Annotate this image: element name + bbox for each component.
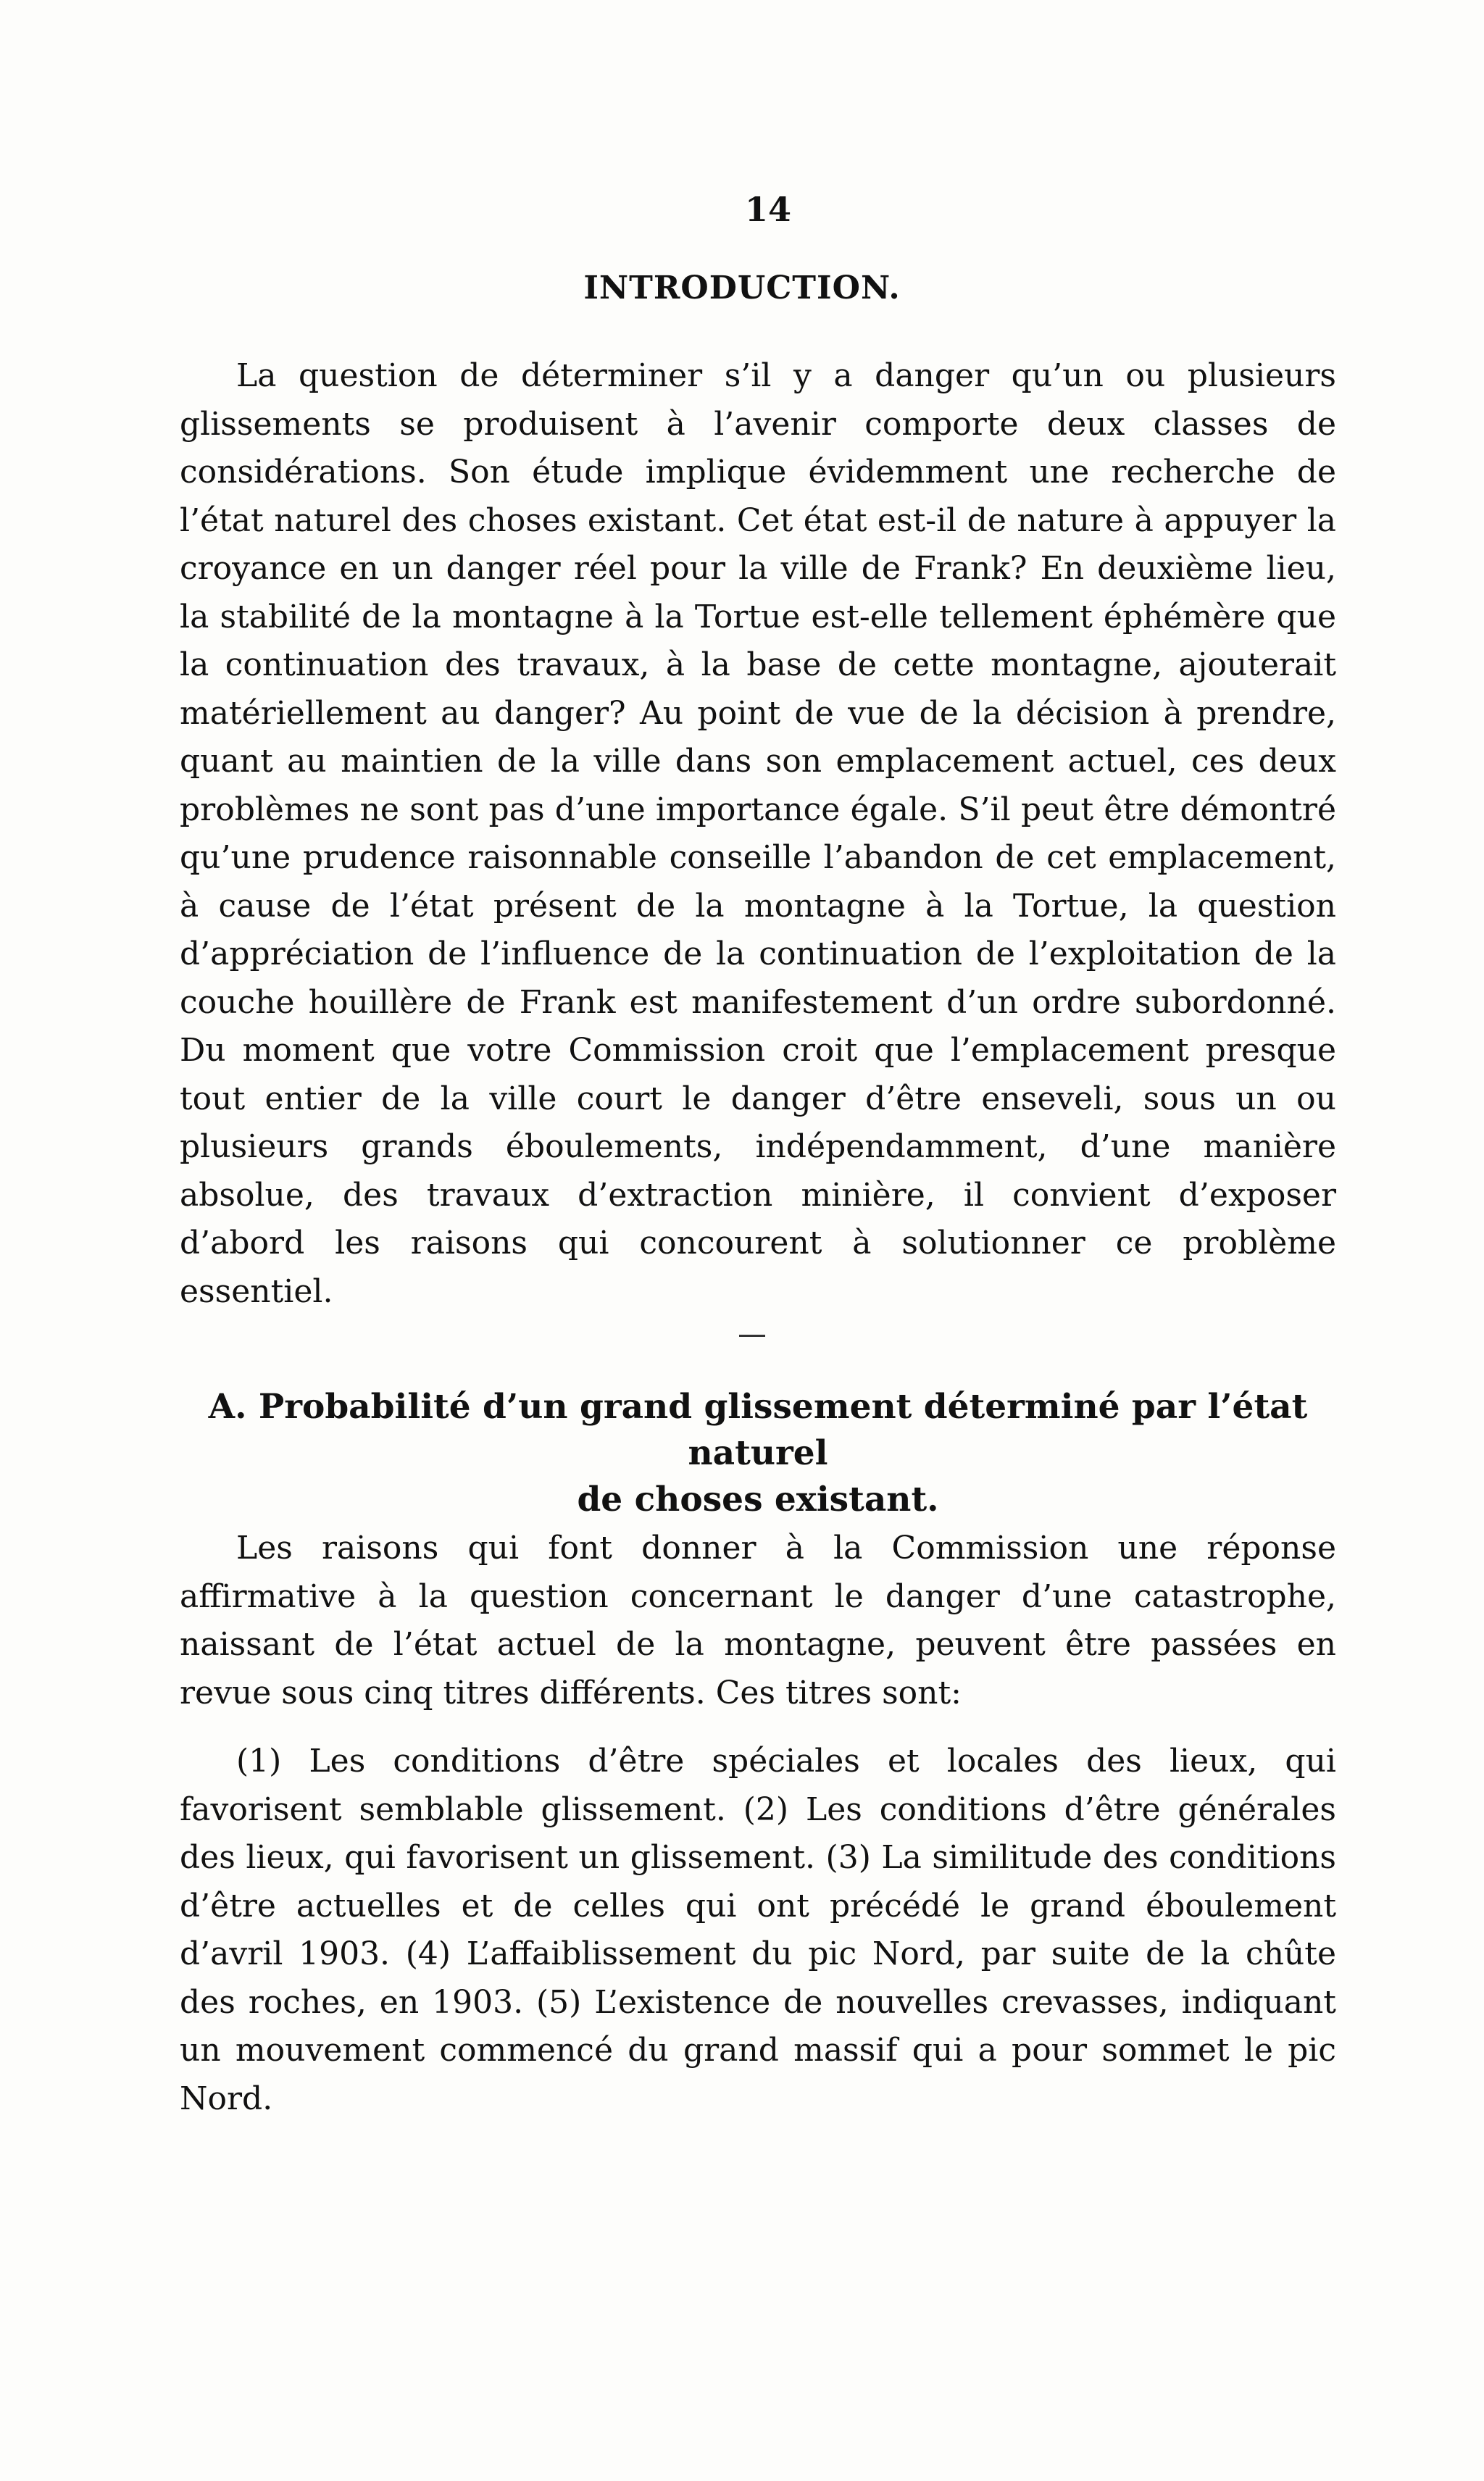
page-number: 14 — [744, 190, 791, 229]
subsection-heading-line-2: de choses existant. — [577, 1480, 939, 1519]
separator-rule — [739, 1335, 765, 1337]
subsection-heading-line-1: A. Probabilité d’un grand glissement déterminé par l’état naturel — [208, 1387, 1308, 1473]
paragraph-titles-list: (1) Les conditions d’être spéciales et locales des lieux, qui favorisent semblable glissement. (2) Les conditions d’être générales des lieux, qui favorisent un glissement. (3) La similitude des conditions d’être actuelles et de celles qui ont précédé le grand éboulement d’avril 1903. (4) L’affaiblissement du pic Nord, par suite de la chûte des roches, en 1903. (5) L’existence de nouvelles crevasses, indiquant un mouvement commencé du grand massif qui a pour sommet le pic Nord. — [180, 1743, 1336, 2117]
section-title: INTRODUCTION. — [583, 270, 901, 307]
subsection-heading — [180, 1384, 1336, 1523]
paragraph-intro: La question de déterminer s’il y a danger qu’un ou plusieurs glissements se produisent à l’avenir comporte deux classes de considérations. Son étude implique évidemment une recherche de l’état naturel des choses existant. Cet état est-il de nature à appuyer la croyance en un danger réel pour la ville de Frank? En deuxième lieu, la stabilité de la montagne à la Tortue est-elle tellement éphémère que la continuation des travaux, à la base de cette montagne, ajouterait matériellement au danger? Au point de vue de la décision à prendre, quant au maintien de la ville dans son emplacement actuel, ces deux problèmes ne sont pas d’une importance égale. S’il peut être démontré qu’une prudence raisonnable conseille l’abandon de cet emplacement, à cause de l’état présent de la montagne à la Tortue, la question d’appréciation de l’influence de la continuation de l’exploitation de la couche houillère de Frank est manifestement d’un ordre subordonné. Du moment que votre Commission croit que l’emplacement presque tout entier de la ville court le danger d’être enseveli, sous un ou plusieurs grands éboulements, indépendamment, d’une manière absolue, des travaux d’extraction minière, il convient d’exposer d’abord les raisons qui concourent à solutionner ce problème essentiel. — [180, 357, 1336, 1310]
paragraph-reasons: Les raisons qui font donner à la Commission une réponse affirmative à la question concernant le danger d’une catastrophe, naissant de l’état actuel de la montagne, peuvent être passées en revue sous cinq titres différents. Ces titres sont: — [180, 1530, 1336, 1711]
